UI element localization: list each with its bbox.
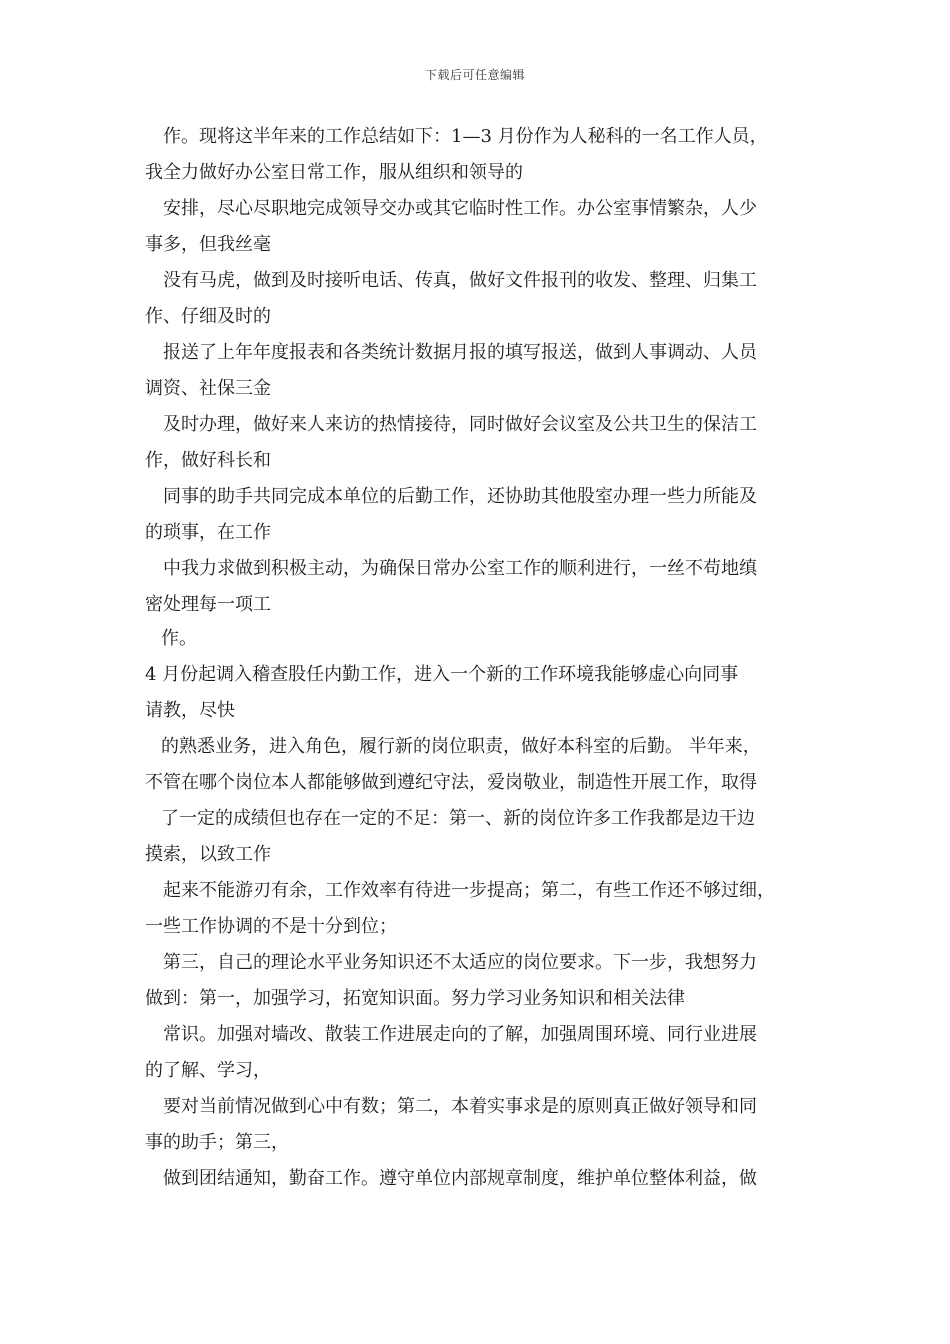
paragraph-line: 同事的助手共同完成本单位的后勤工作，还协助其他股室办理一些力所能及 [163,486,757,507]
paragraph-line: 调资、社保三金 [145,378,271,399]
paragraph-line: 4 月份起调入稽查股任内勤工作，进入一个新的工作环境我能够虚心向同事 [145,664,739,685]
paragraph-line: 作、仔细及时的 [145,306,271,327]
paragraph-line: 作。 [161,628,197,649]
paragraph-line: 密处理每一项工 [145,594,271,615]
paragraph-line: 的熟悉业务，进入角色，履行新的岗位职责，做好本科室的后勤。 半年来， [161,736,761,757]
paragraph-line: 事多，但我丝毫 [145,234,271,255]
paragraph-line: 的琐事，在工作 [145,522,271,543]
paragraph-line: 作。现将这半年来的工作总结如下：1—3 月份作为人秘科的一名工作人员， [163,126,768,147]
paragraph-line: 没有马虎，做到及时接听电话、传真，做好文件报刊的收发、整理、归集工 [163,270,757,291]
paragraph-line: 常识。加强对墙改、散装工作进展走向的了解，加强周围环境、同行业进展 [163,1024,757,1045]
paragraph-line: 不管在哪个岗位本人都能够做到遵纪守法，爱岗敬业，制造性开展工作，取得 [145,772,757,793]
paragraph-line: 安排，尽心尽职地完成领导交办或其它临时性工作。办公室事情繁杂，人少 [163,198,757,219]
page-header: 下载后可任意编辑 [424,68,525,82]
paragraph-line: 的了解、学习， [145,1060,271,1081]
paragraph-line: 报送了上年年度报表和各类统计数据月报的填写报送，做到人事调动、人员 [163,342,757,363]
paragraph-line: 作，做好科长和 [145,450,271,471]
paragraph-line: 做到团结通知，勤奋工作。遵守单位内部规章制度，维护单位整体利益，做 [163,1168,757,1189]
paragraph-line: 摸索，以致工作 [145,844,271,865]
paragraph-line: 及时办理，做好来人来访的热情接待，同时做好会议室及公共卫生的保洁工 [163,414,757,435]
paragraph-line: 事的助手；第三， [145,1132,289,1153]
paragraph-line: 做到：第一，加强学习，拓宽知识面。努力学习业务知识和相关法律 [145,988,685,1009]
paragraph-line: 我全力做好办公室日常工作，服从组织和领导的 [145,162,523,183]
paragraph-line: 第三，自己的理论水平业务知识还不太适应的岗位要求。下一步，我想努力 [163,952,757,973]
paragraph-line: 中我力求做到积极主动，为确保日常办公室工作的顺利进行，一丝不苟地缜 [163,558,757,579]
paragraph-line: 要对当前情况做到心中有数；第二，本着实事求是的原则真正做好领导和同 [163,1096,757,1117]
paragraph-line: 请教，尽快 [145,700,235,721]
paragraph-line: 一些工作协调的不是十分到位； [145,916,397,937]
paragraph-line: 了一定的成绩但也存在一定的不足：第一、新的岗位许多工作我都是边干边 [161,808,755,829]
paragraph-line: 起来不能游刃有余，工作效率有待进一步提高；第二，有些工作还不够过细， [163,880,775,901]
